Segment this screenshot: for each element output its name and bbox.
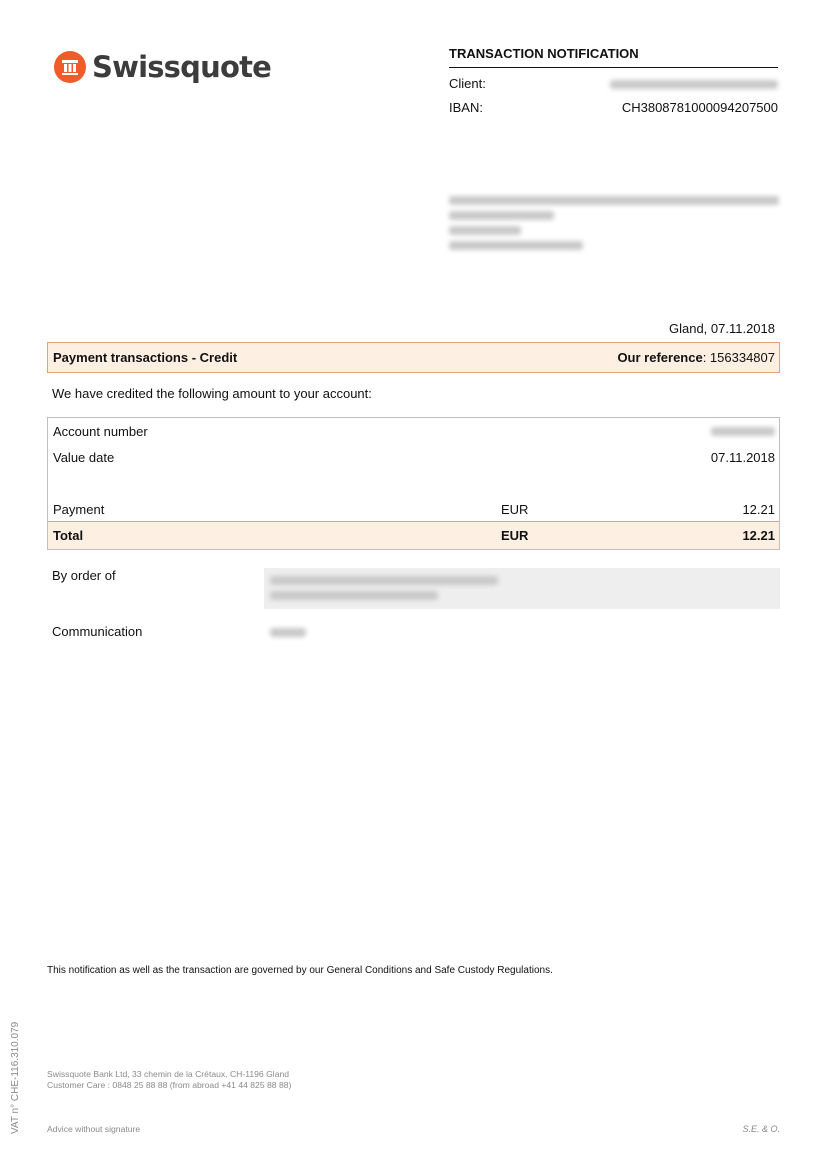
- swissquote-logo: [54, 48, 271, 86]
- customer-care: Customer Care : 0848 25 88 88 (from abroad +41 44 825 88 88): [47, 1080, 292, 1090]
- payment-row: [48, 496, 779, 522]
- iban-label: IBAN:: [449, 100, 483, 115]
- account-number-label: Account number: [53, 424, 148, 439]
- reference: [617, 350, 775, 365]
- amount-table: [47, 417, 780, 550]
- reference-label: Our reference: [617, 350, 703, 365]
- vat-number: VAT n° CHE-116.310.079: [10, 1021, 21, 1134]
- section-header: [47, 342, 780, 373]
- iban-value: CH3808781000094207500: [621, 100, 778, 115]
- orderer-name-redacted: [270, 576, 498, 585]
- client-row: [449, 76, 778, 91]
- intro-text: We have credited the following amount to your account:: [52, 386, 372, 401]
- reference-value: : 156334807: [702, 350, 775, 365]
- value-date: 07.11.2018: [710, 450, 775, 465]
- by-order-of-label: By order of: [52, 568, 116, 583]
- errors-omissions-note: S.E. & O.: [742, 1124, 780, 1134]
- client-name-redacted: [610, 80, 778, 89]
- total-currency: EUR: [501, 528, 529, 543]
- orderer-address-redacted: [270, 591, 438, 600]
- value-date-row: [48, 444, 779, 470]
- iban-row: [449, 100, 778, 115]
- account-number-row: [48, 418, 779, 444]
- value-date-label: Value date: [53, 450, 115, 465]
- communication-label: Communication: [52, 624, 143, 639]
- brand-name: Swissquote: [92, 50, 271, 84]
- account-number-redacted: [711, 427, 775, 436]
- by-order-of-box: [264, 568, 780, 609]
- bank-address: Swissquote Bank Ltd, 33 chemin de la Crétaux, CH-1196 Gland: [47, 1069, 290, 1079]
- communication-redacted: [270, 628, 306, 637]
- place-and-date: Gland, 07.11.2018: [668, 321, 775, 336]
- payment-label: Payment: [53, 502, 105, 517]
- advice-without-signature: Advice without signature: [47, 1124, 141, 1134]
- total-amount: 12.21: [742, 528, 775, 543]
- total-row: [48, 521, 779, 549]
- governing-conditions-note: This notification as well as the transaction are governed by our General Conditions and Safe Custody Regulations.: [47, 965, 553, 976]
- payment-currency: EUR: [501, 502, 529, 517]
- client-label: Client:: [449, 76, 486, 91]
- total-label: Total: [53, 528, 84, 543]
- notification-title: TRANSACTION NOTIFICATION: [449, 46, 778, 68]
- recipient-address-redacted: [449, 196, 779, 256]
- payment-amount: 12.21: [742, 502, 775, 517]
- section-title: Payment transactions - Credit: [53, 350, 238, 365]
- bank-building-icon: [54, 51, 86, 83]
